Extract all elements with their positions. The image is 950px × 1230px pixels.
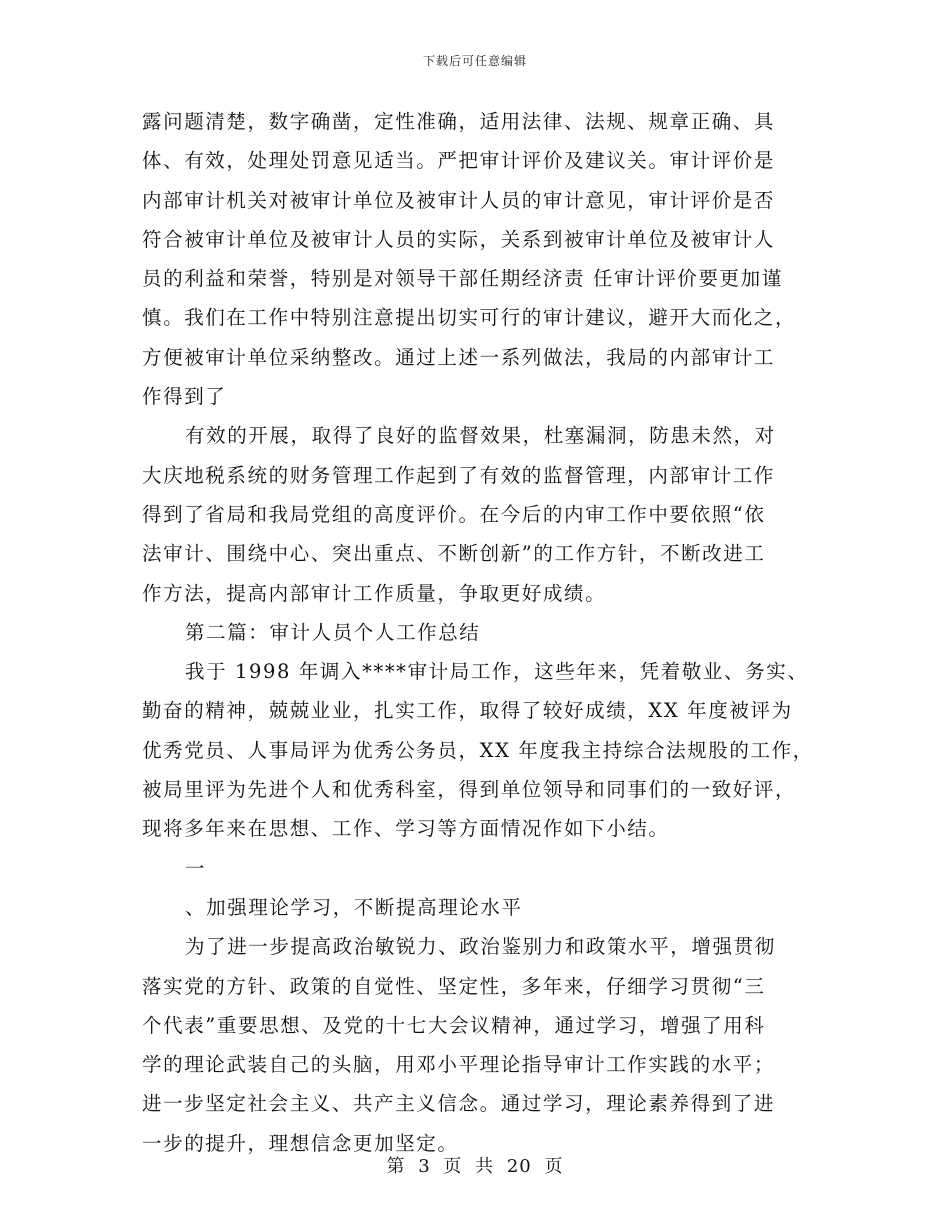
- text-line: 大庆地税系统的财务管理工作起到了有效的监督管理，内部审计工作: [142, 463, 776, 487]
- text-line: 作方法，提高内部审计工作质量，争取更好成绩。: [142, 581, 607, 605]
- text-line: 体、有效，处理处罚意见适当。严把审计评价及建议关。审计评价是: [142, 149, 776, 173]
- page-number-footer: 第 3 页 共 20 页: [386, 1156, 564, 1177]
- text-line: 露问题清楚，数字确凿，定性准确，适用法律、法规、规章正确、具: [142, 110, 776, 133]
- text-line: 学的理论武装自己的头脑，用邓小平理论指导审计工作实践的水平；: [142, 1053, 776, 1077]
- text-line: 落实党的方针、政策的自觉性、坚定性，多年来，仔细学习贯彻“三: [142, 974, 766, 998]
- text-line: 得到了省局和我局党组的高度评价。在今后的内审工作中要依照“依: [142, 502, 766, 526]
- text-line: 方便被审计单位采纳整改。通过上述一系列做法，我局的内部审计工: [142, 345, 776, 369]
- text-line: 勤奋的精神，兢兢业业，扎实工作，取得了较好成绩，XX 年度被评为: [142, 699, 793, 723]
- text-line: 为了进一步提高政治敏锐力、政治鉴别力和政策水平，增强贯彻: [185, 935, 776, 959]
- text-line: 有效的开展，取得了良好的监督效果，杜塞漏洞，防患未然，对: [185, 424, 776, 448]
- page-header: 下载后可任意编辑: [422, 54, 527, 68]
- text-line: 员的利益和荣誉，特别是对领导干部任期经济责 任审计评价要更加谨: [142, 267, 783, 291]
- text-line: 个代表”重要思想、及党的十七大会议精神，通过学习，增强了用科: [142, 1013, 766, 1037]
- document-body: [142, 102, 812, 1163]
- text-line: 符合被审计单位及被审计人员的实际，关系到被审计单位及被审计人: [142, 227, 776, 251]
- text-line: 优秀党员、人事局评为优秀公务员，XX 年度我主持综合法规股的工作，: [142, 738, 814, 762]
- text-line: 一步的提升，理想信念更加坚定。: [142, 1131, 459, 1155]
- text-line: 一: [185, 856, 207, 880]
- text-line: 内部审计机关对被审计单位及被审计人员的审计意见，审计评价是否: [142, 188, 776, 212]
- text-line: 、加强理论学习，不断提高理论水平: [185, 895, 523, 919]
- text-line: 我于 1998 年调入****审计局工作，这些年来，凭着敬业、务实、: [185, 660, 809, 684]
- text-line: 法审计、围绕中心、突出重点、不断创新”的工作方针，不断改进工: [142, 542, 766, 566]
- text-line: 第二篇：审计人员个人工作总结: [185, 620, 481, 644]
- text-line: 慎。我们在工作中特别注意提出切实可行的审计建议，避开大而化之，: [142, 306, 797, 330]
- text-line: 进一步坚定社会主义、共产主义信念。通过学习，理论素养得到了进: [142, 1092, 776, 1116]
- text-line: 现将多年来在思想、工作、学习等方面情况作如下小结。: [142, 817, 670, 841]
- text-line: 作得到了: [142, 385, 227, 409]
- text-line: 被局里评为先进个人和优秀科室，得到单位领导和同事们的一致好评，: [142, 778, 797, 802]
